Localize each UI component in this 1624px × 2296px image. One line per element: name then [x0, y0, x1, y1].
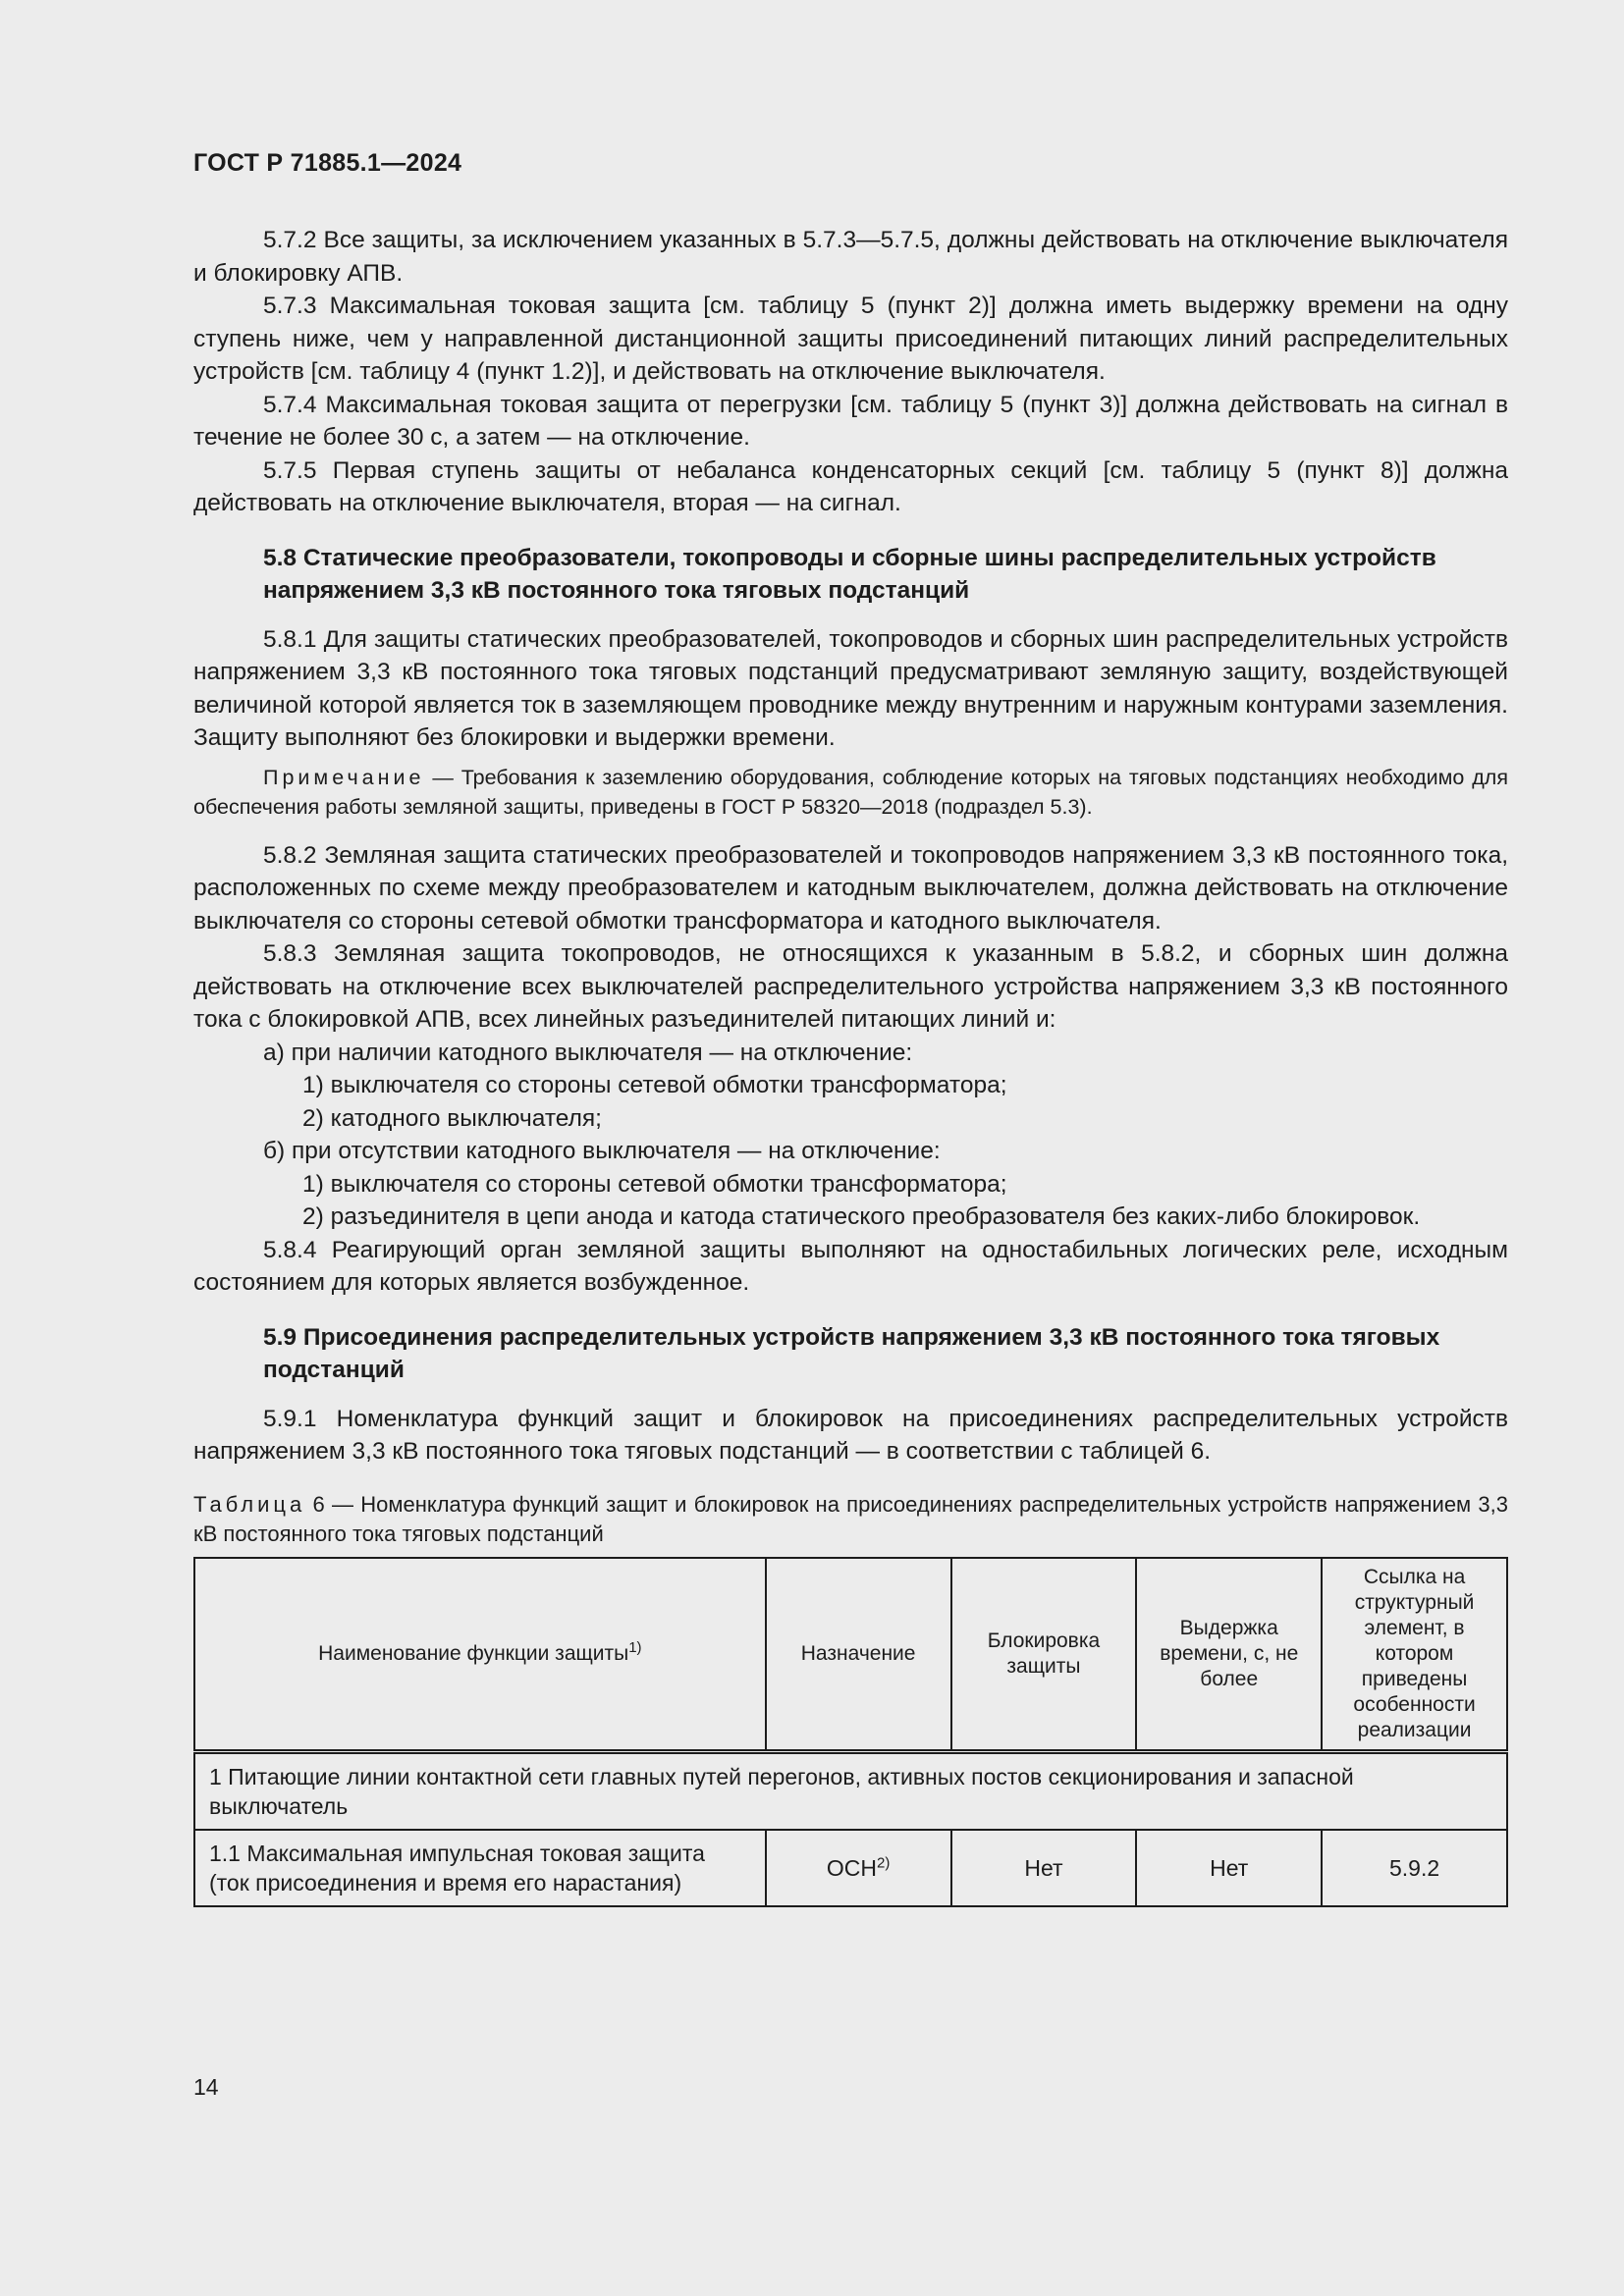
paragraph-5-7-5: 5.7.5 Первая ступень защиты от небаланса конденсаторных секций [см. таблицу 5 (пункт 8)] должна действовать на отключение выключателя, вторая — на сигнал. [193, 456, 1508, 516]
cell-blocking: Нет [951, 1830, 1137, 1906]
group-row-cell: 1 Питающие линии контактной сети главных путей перегонов, активных постов секционирования и запасной выключатель [194, 1751, 1507, 1830]
list-item-b-1: 1) выключателя со стороны сетевой обмотки трансформатора; [302, 1170, 1007, 1198]
document-header: ГОСТ Р 71885.1—2024 [193, 149, 462, 177]
paragraph-5-8-2: 5.8.2 Земляная защита статических преобразователей и токопроводов напряжением 3,3 кВ постоянного тока, расположенных по схеме между преобразователем и катодным выключателем, должна действовать на отключение выключателя со стороны сетевой обмотки трансформатора и катодного выключателя. [193, 841, 1508, 934]
column-header-blocking: Блокировка защиты [951, 1558, 1137, 1752]
protection-functions-table [193, 1557, 1508, 1907]
table-caption-text: 6 — Номенклатура функций защит и блокировок на присоединениях распределительных устройств напряжением 3,3 кВ постоянного тока тяговых подстанций [193, 1491, 1508, 1546]
document-body [193, 224, 1508, 1907]
table-group-row [194, 1751, 1507, 1830]
paragraph-5-8-1: 5.8.1 Для защиты статических преобразователей, токопроводов и сборных шин распределительных устройств напряжением 3,3 кВ постоянного тока тяговых подстанций предусматривают земляную защиту, воздействующей величиной которой является ток в заземляющем проводнике между внутренним и наружным контурами заземления. Защиту выполняют без блокировки и выдержки времени. [193, 625, 1508, 751]
paragraph-5-8-3: 5.8.3 Земляная защита токопроводов, не относящихся к указанным в 5.8.2, и сборных шин должна действовать на отключение всех выключателей распределительного устройства напряжением 3,3 кВ постоянного тока с блокировкой АПВ, всех линейных разъединителей питающих линий и: [193, 940, 1508, 1033]
table-row [194, 1830, 1507, 1906]
paragraph-5-7-3: 5.7.3 Максимальная токовая защита [см. таблицу 5 (пункт 2)] должна иметь выдержку времени на одну ступень ниже, чем у направленной дистанционной защиты присоединений питающих линий распределительных устройств [см. таблицу 4 (пункт 1.2)], и действовать на отключение выключателя. [193, 293, 1508, 385]
cell-reference: 5.9.2 [1322, 1830, 1507, 1906]
table-caption [193, 1490, 1508, 1549]
cell-time-delay: Нет [1136, 1830, 1322, 1906]
note-label: Примечание [263, 765, 425, 789]
column-header-purpose: Назначение [766, 1558, 951, 1752]
note [193, 763, 1508, 822]
paragraph-5-7-4: 5.7.4 Максимальная токовая защита от перегрузки [см. таблицу 5 (пункт 3)] должна действовать на сигнал в течение не более 30 с, а затем — на отключение. [193, 391, 1508, 451]
list-item-a-2: 2) катодного выключателя; [302, 1104, 602, 1132]
paragraph-5-7-2: 5.7.2 Все защиты, за исключением указанных в 5.7.3—5.7.5, должны действовать на отключение выключателя и блокировку АПВ. [193, 227, 1508, 287]
list-item-b-2: 2) разъединителя в цепи анода и катода статического преобразователя без каких-либо блокировок. [302, 1203, 1421, 1230]
footnote-marker: 1) [628, 1638, 642, 1656]
column-header-time-delay: Выдержка времени, с, не более [1136, 1558, 1322, 1752]
list-item-b: б) при отсутствии катодного выключателя — на отключение: [263, 1138, 941, 1164]
note-text: — Требования к заземлению оборудования, соблюдение которых на тяговых подстанциях необходимо для обеспечения работы земляной защиты, приведены в ГОСТ Р 58320—2018 (подраздел 5.3). [193, 765, 1508, 819]
paragraph-5-8-4: 5.8.4 Реагирующий орган земляной защиты выполняют на одностабильных логических реле, исходным состоянием для которых является возбужденное. [193, 1236, 1508, 1296]
list-item-a: а) при наличии катодного выключателя — на отключение: [263, 1039, 913, 1066]
cell-function-name: 1.1 Максимальная импульсная токовая защита (ток присоединения и время его нарастания) [194, 1830, 766, 1906]
section-heading-5-8: 5.8 Статические преобразователи, токопроводы и сборные шины распределительных устройств напряжением 3,3 кВ постоянного тока тяговых подстанций [263, 544, 1436, 604]
footnote-marker: 2) [877, 1853, 891, 1871]
page-number: 14 [193, 2074, 219, 2100]
column-header-reference: Ссылка на структурный элемент, в котором приведены особенности реализации [1322, 1558, 1507, 1752]
table-header-row [194, 1558, 1507, 1752]
column-header-function-name: Наименование функции защиты$^{1)}$ [194, 1558, 766, 1752]
list-item-a-1: 1) выключателя со стороны сетевой обмотки трансформатора; [302, 1072, 1007, 1098]
table-caption-label: Таблица [193, 1491, 306, 1517]
paragraph-5-9-1: 5.9.1 Номенклатура функций защит и блокировок на присоединениях распределительных устройств напряжением 3,3 кВ постоянного тока тяговых подстанций — в соответствии с таблицей 6. [193, 1405, 1508, 1465]
section-heading-5-9: 5.9 Присоединения распределительных устройств напряжением 3,3 кВ постоянного тока тяговых подстанций [263, 1323, 1440, 1383]
cell-purpose: ОСН$^{2)}$ [766, 1830, 951, 1906]
